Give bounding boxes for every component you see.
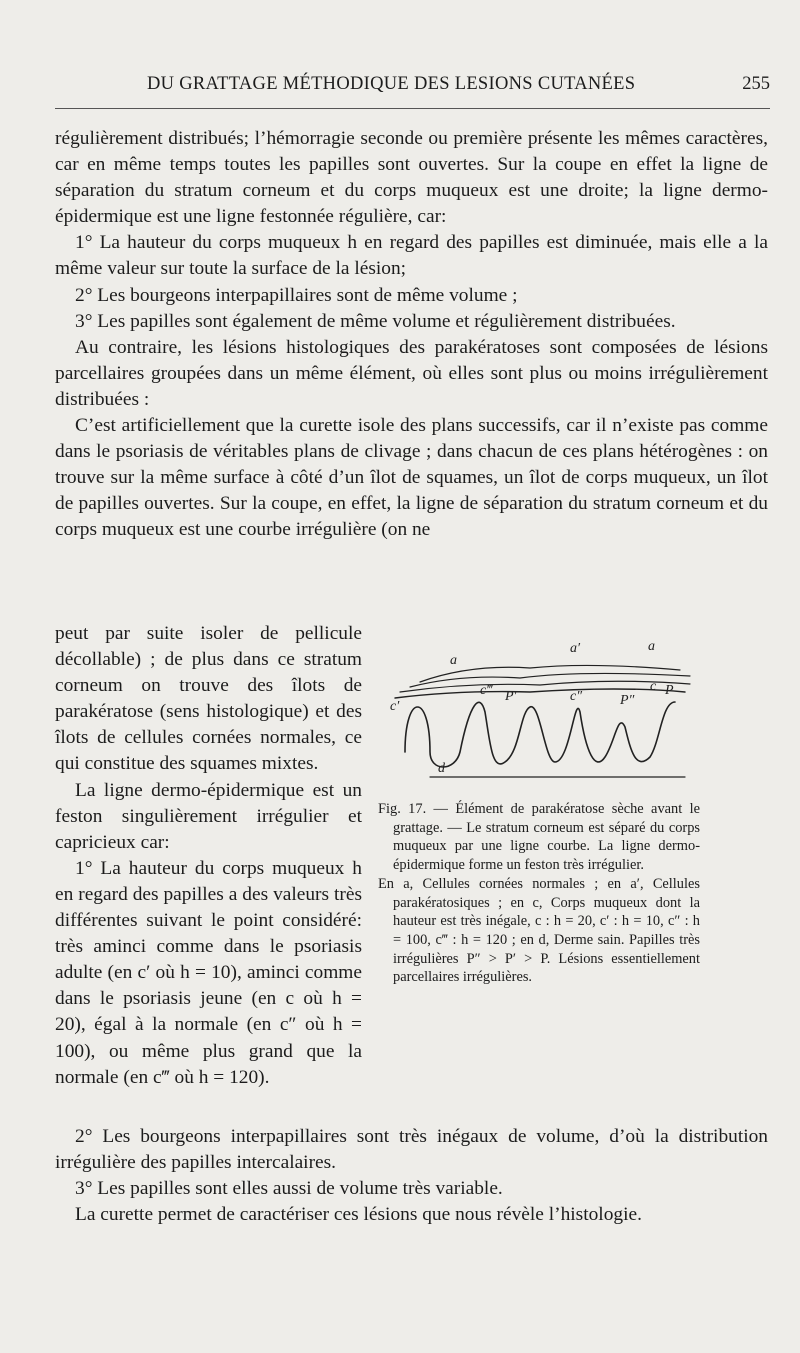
label-p: P [665,683,674,698]
page-header [55,72,770,102]
caption-body: En a, Cellules cornées normales ; en a′, Cellules parakératosiques ; en c, Corps muqueux dont la hauteur est très inégale, c : h = 20, c′ : h = 10, c″ : h = 100, c‴ : h = 120 ; en d, Derme sain. Papilles très irrégulières P″ > P′ > P. Lésions essentiellement parcellaires irrégulières. [378,875,700,986]
page-number: 255 [742,74,770,94]
label-p-prime: P′ [505,689,517,704]
paragraph: 1° La hauteur du corps muqueux h en regard des papilles est diminuée, mais elle a la même valeur sur toute la surface de la lésion; [55,232,768,280]
label-c-prime: c′ [390,699,400,714]
paragraph: C’est artificiellement que la curette isole des plans successifs, car il n’existe pas comme dans le psoriasis de véritables plans de clivage ; dans chacun de ces plans hétérogènes : on trouve sur la même surface à côté d’un îlot de squames, un îlot de corps muqueux, un îlot de papilles ouvertes. Sur la coupe, en effet, la ligne de séparation du stratum corneum et du corps muqueux est une courbe irrégulière (on ne [55,415,768,541]
paragraph: La ligne dermo-épidermique est un feston singulièrement irrégulier et capricieux car: [55,779,362,853]
label-a: a [450,653,457,668]
paragraph: 3° Les papilles sont également de même volume et régulièrement distribuées. [75,310,676,332]
epidermis-section-drawing [380,632,700,792]
paragraph: peut par suite isoler de pellicule décollable) ; de plus dans ce stratum corneum on trouve des îlots de parakératose (sens histologique) et des îlots de cellules cornées normales, ce qui constitue des squames mixtes. [55,623,362,775]
paragraph: 2° Les bourgeons interpapillaires sont très inégaux de volume, d’où la distribution irrégulière des papilles intercalaires. [55,1126,768,1174]
body-text-top [55,126,768,544]
paragraph: 2° Les bourgeons interpapillaires sont de même volume ; [75,284,518,306]
body-text-left-column [55,621,362,1091]
header-rule [55,108,770,109]
paragraph: 1° La hauteur du corps muqueux h en regard des papilles a des valeurs très différentes suivant le point considéré: très aminci comme dans le psoriasis adulte (en c′ où h = 10), aminci comme dans le psoriasis jeune (en c où h = 20), égal à la normale (en c″ où h = 100), ou même plus grand que la normale (en c‴ où h = 120). [55,857,362,1088]
label-c-double: c″ [570,689,583,704]
paragraph: 3° Les papilles sont elles aussi de volume très variable. [75,1178,503,1200]
figure-caption [378,800,700,987]
label-a-prime: a′ [570,641,581,656]
label-a-right: a [648,639,655,654]
separation-curve [395,689,685,698]
label-c-triple: c‴ [480,683,493,698]
running-title: DU GRATTAGE MÉTHODIQUE DES LESIONS CUTANÉES [147,74,636,94]
label-d: d [438,761,445,776]
stratum-corneum-line-2 [410,673,690,687]
dermo-epidermal-festoon [405,702,675,767]
label-c: c [650,679,657,694]
label-p-double: P″ [620,693,635,708]
paragraph: La curette permet de caractériser ces lésions que nous révèle l’histologie. [75,1204,642,1226]
paragraph: régulièrement distribués; l’hémorragie seconde ou première présente les mêmes caractères, car en même temps toutes les papilles sont ouvertes. Sur la coupe en effet la ligne de séparation du stratum corneum et du corps muqueux est une droite; la ligne dermo-épidermique est une ligne festonnée régulière, car: [55,128,768,228]
paragraph: Au contraire, les lésions histologiques des parakératoses sont composées de lésions parcellaires groupées dans un même élément, où elles sont plus ou moins irrégulièrement distribuées : [55,336,768,410]
figure-17-diagram [380,632,710,792]
body-text-bottom [55,1124,768,1228]
caption-title: Fig. 17. — Élément de parakératose sèche avant le grattage. — Le stratum corneum est séparé du corps muqueux par une ligne courbe. La ligne dermo-épidermique forme un feston très irrégulier. [378,801,700,874]
